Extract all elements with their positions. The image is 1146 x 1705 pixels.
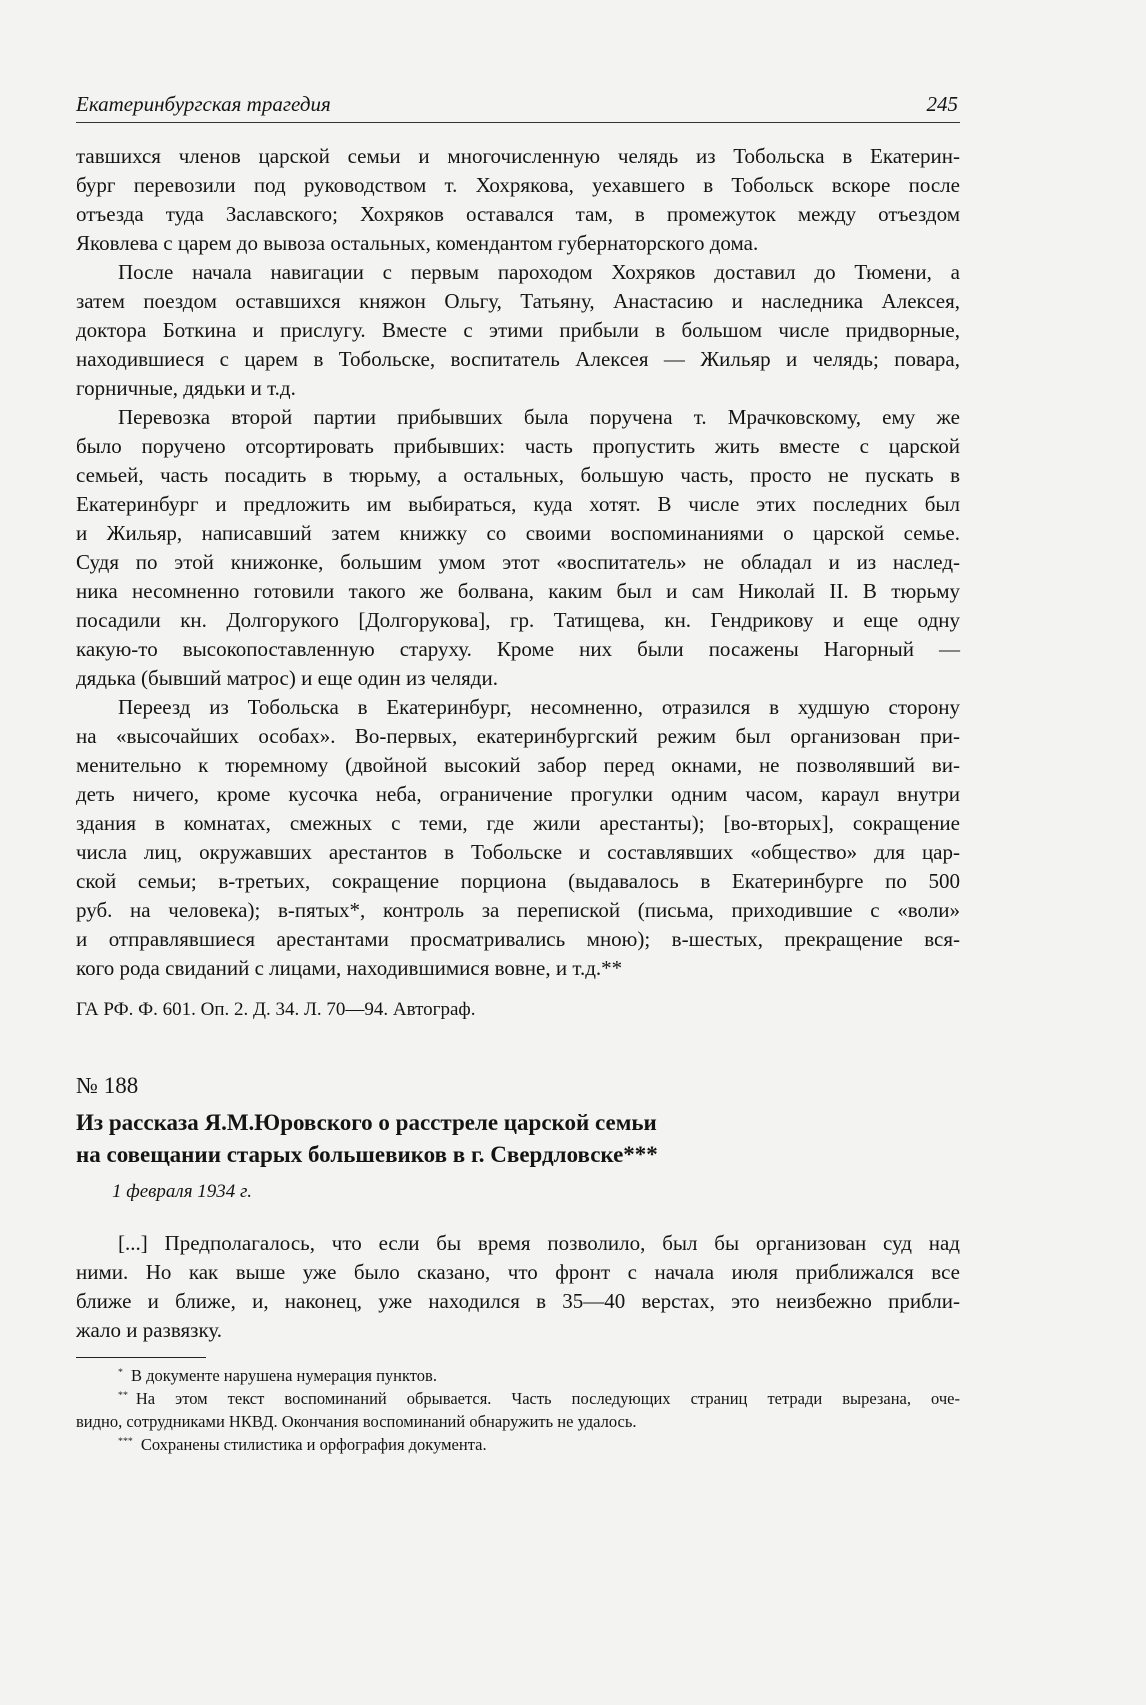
document-title [76,1107,960,1171]
footnote-line [76,1364,960,1387]
footnote-divider [76,1357,206,1358]
text-line: Переезд из Тобольска в Екатеринбург, несомненно, отразился в худшую сторону [118,695,960,719]
text-line: руб. на человека); в-пятых*, контроль за перепиской (письма, приходившие с «воли» [76,898,960,922]
document-text [76,1229,960,1345]
text-line: кого рода свиданий с лицами, находившимися вовне, и т.д.** [76,956,623,980]
text-line: Судя по этой книжонке, большим умом этот «воспитатель» не обладал и из наслед- [76,550,960,574]
document-date: 1 февраля 1934 г. [112,1181,252,1202]
footnote-text: Сохранены стилистика и орфография документа. [140,1435,487,1454]
text-line: отъезда туда Заславского; Хохряков оставался там, в промежуток между отъездом [76,202,960,226]
body-text [76,142,960,983]
text-line: жало и развязку. [76,1318,222,1342]
text-line: ской семьи; в-третьих, сокращение порциона (выдавалось в Екатеринбурге по 500 [76,869,960,893]
text-line: ними. Но как выше уже было сказано, что фронт с начала июля приближался все [76,1260,960,1284]
text-line: и Жильяр, написавший затем книжку со своими воспоминаниями о царской семье. [76,521,960,545]
footnote-line [76,1410,960,1433]
text-line: горничные, дядьки и т.д. [76,376,296,400]
page-number: 245 [926,92,958,116]
document-title-line: Из рассказа Я.М.Юровского о расстреле царской семьи [76,1110,657,1135]
page-content [76,142,960,1456]
text-line: тавшихся членов царской семьи и многочисленную челядь из Тобольска в Екатерин- [76,144,960,168]
archive-source-note: ГА РФ. Ф. 601. Оп. 2. Д. 34. Л. 70—94. Автограф. [76,999,476,1020]
footnote-text: В документе нарушена нумерация пунктов. [130,1366,437,1385]
text-line: Яковлева с царем до вывоза остальных, комендантом губернаторского дома. [76,231,759,255]
text-line: дядька (бывший матрос) и еще один из челяди. [76,666,498,690]
document-title-line: на совещании старых большевиков в г. Свердловске*** [76,1142,658,1167]
document-number: № 188 [76,1073,139,1098]
footnote-mark: *** [118,1435,133,1447]
text-line: деть ничего, кроме кусочка неба, ограничение прогулки одним часом, караул внутри [76,782,960,806]
footnotes [76,1364,960,1456]
footnote-mark: * [118,1366,123,1378]
text-line: Екатеринбург и предложить им выбираться, куда хотят. В числе этих последних был [76,492,960,516]
text-line: какую-то высокопоставленную старуху. Кроме них были посажены Нагорный — [76,637,960,661]
footnote-line [76,1433,960,1456]
text-line: здания в комнатах, смежных с теми, где жили арестанты); [во-вторых], сокращение [76,811,960,835]
text-line: доктора Боткина и прислугу. Вместе с этими прибыли в большом числе придворные, [76,318,960,342]
text-line: было поручено отсортировать прибывших: часть пропустить жить вместе с царской [76,434,960,458]
text-line: бург перевозили под руководством т. Хохрякова, уехавшего в Тобольск вскоре после [76,173,960,197]
text-line: ника несомненно готовили такого же болвана, каким был и сам Николай II. В тюрьму [76,579,960,603]
running-title: Екатеринбургская трагедия [76,92,331,116]
text-line: После начала навигации с первым пароходом Хохряков доставил до Тюмени, а [118,260,960,284]
text-line: и отправлявшиеся арестантами просматривались мною); в-шестых, прекращение вся- [76,927,960,951]
footnote-line [76,1387,960,1410]
text-line: менительно к тюремному (двойной высокий забор перед окнами, не позволявший ви- [76,753,960,777]
text-line: посадили кн. Долгорукого [Долгорукова], гр. Татищева, кн. Гендрикову и еще одну [76,608,960,632]
text-line: на «высочайших особах». Во-первых, екатеринбургский режим был организован при- [76,724,960,748]
text-line: Перевозка второй партии прибывших была поручена т. Мрачковскому, ему же [118,405,960,429]
footnote-mark: ** [118,1389,128,1401]
text-line: числа лиц, окружавших арестантов в Тобольске и составлявших «общество» для цар- [76,840,960,864]
running-header [76,92,960,123]
text-line: семьей, часть посадить в тюрьму, а остальных, большую часть, просто не пускать в [76,463,960,487]
text-line: [...] Предполагалось, что если бы время позволило, был бы организован суд над [118,1231,960,1255]
text-line: ближе и ближе, и, наконец, уже находился в 35—40 верстах, это неизбежно прибли- [76,1289,960,1313]
text-line: затем поездом оставшихся княжон Ольгу, Татьяну, Анастасию и наследника Алексея, [76,289,960,313]
footnote-text: На этом текст воспоминаний обрывается. Часть последующих страниц тетради вырезана, оче- [135,1389,960,1408]
text-line: находившиеся с царем в Тобольске, воспитатель Алексея — Жильяр и челядь; повара, [76,347,960,371]
footnote-text: видно, сотрудниками НКВД. Окончания воспоминаний обнаружить не удалось. [76,1412,637,1431]
